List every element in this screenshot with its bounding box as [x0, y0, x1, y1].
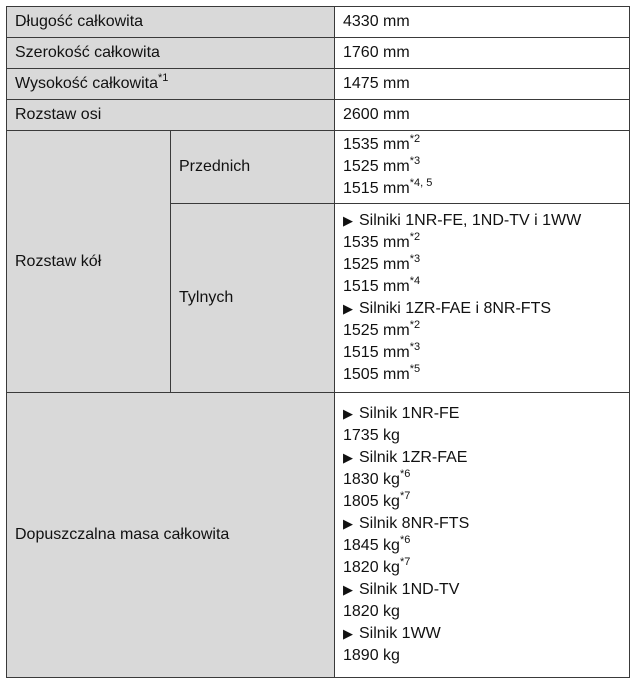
label-gross-mass: Dopuszczalna masa całkowita [7, 393, 335, 678]
track-value: 1525 $mm^{*2}$ [343, 318, 421, 339]
mass-value: 1805 $kg^{*7}$ [343, 489, 411, 510]
mass-value: 1820 $kg^{*7}$ [343, 555, 411, 576]
value-wheelbase: 2600 mm [335, 100, 630, 131]
mass-value: 1820 kg [343, 603, 400, 620]
footnote-marker: *3 [409, 340, 421, 353]
value-overall-height: 1475 mm [335, 69, 630, 100]
footnote-marker: *4 [409, 274, 421, 287]
footnote-marker: *1 [158, 71, 169, 84]
arrow-right-icon: ▶ [343, 516, 353, 531]
engine-header: ▶ Silnik 1ND-TV [343, 581, 460, 598]
footnote-marker: *3 [409, 154, 421, 167]
arrow-right-icon: ▶ [343, 213, 353, 228]
arrow-right-icon: ▶ [343, 582, 353, 597]
mass-value: 1845 $kg^{*6}$ [343, 533, 411, 554]
engine-header: ▶ Silnik 1NR-FE [343, 405, 460, 422]
arrow-right-icon: ▶ [343, 450, 353, 465]
footnote-marker: *2 [409, 132, 421, 145]
track-value: 1515 mm$^{*4, 5}$ [343, 176, 433, 197]
value-track-rear [335, 204, 630, 393]
footnote-marker: *3 [409, 252, 421, 265]
footnote-marker: *7 [399, 555, 411, 568]
row-track-front [7, 131, 630, 204]
track-value: 1525 $mm^{*3}$ [343, 154, 421, 175]
engine-header: ▶ Silniki 1NR-FE, 1ND-TV i 1WW [343, 212, 582, 229]
arrow-right-icon: ▶ [343, 301, 353, 316]
mass-value: 1735 kg [343, 427, 400, 444]
value-track-front [335, 131, 630, 204]
row-overall-length [7, 7, 630, 38]
value-overall-width: 1760 mm [335, 38, 630, 69]
row-overall-height [7, 69, 630, 100]
track-value: 1525 $mm^{*3}$ [343, 252, 421, 273]
track-value: 1505 $mm^{*5}$ [343, 362, 421, 383]
arrow-right-icon: ▶ [343, 406, 353, 421]
footnote-marker: *2 [409, 230, 421, 243]
track-value: 1535 $mm^{*2}$ [343, 230, 421, 251]
row-gross-mass [7, 393, 630, 678]
label-overall-height: Wysokość całkowita$^{*1}$ [7, 69, 335, 100]
value-overall-length: 4330 mm [335, 7, 630, 38]
footnote-marker: *6 [399, 467, 411, 480]
engine-header: ▶ Silnik 1ZR-FAE [343, 449, 468, 466]
engine-header: ▶ Silnik 8NR-FTS [343, 515, 470, 532]
track-value: 1515 $mm^{*3}$ [343, 340, 421, 361]
footnote-marker: *5 [409, 362, 421, 375]
footnote-marker: *7 [399, 489, 411, 502]
mass-value: 1890 kg [343, 647, 400, 664]
footnote-marker: *2 [409, 318, 421, 331]
engine-header: ▶ Silnik 1WW [343, 625, 441, 642]
label-wheelbase: Rozstaw osi [7, 100, 335, 131]
row-overall-width [7, 38, 630, 69]
label-overall-width: Szerokość całkowita [7, 38, 335, 69]
specifications-table [6, 6, 630, 678]
label-wheel-track: Rozstaw kół [7, 131, 171, 393]
label-track-rear: Tylnych [171, 204, 335, 393]
arrow-right-icon: ▶ [343, 626, 353, 641]
value-gross-mass [335, 393, 630, 678]
track-value: 1535 $mm^{*2}$ [343, 132, 421, 153]
mass-value: 1830 $kg^{*6}$ [343, 467, 411, 488]
engine-header: ▶ Silniki 1ZR-FAE i 8NR-FTS [343, 300, 552, 317]
footnote-marker: *4, 5 [409, 176, 433, 189]
label-overall-length: Długość całkowita [7, 7, 335, 38]
row-wheelbase [7, 100, 630, 131]
footnote-marker: *6 [399, 533, 411, 546]
label-track-front: Przednich [171, 131, 335, 204]
track-value: 1515 $mm^{*4}$ [343, 274, 421, 295]
